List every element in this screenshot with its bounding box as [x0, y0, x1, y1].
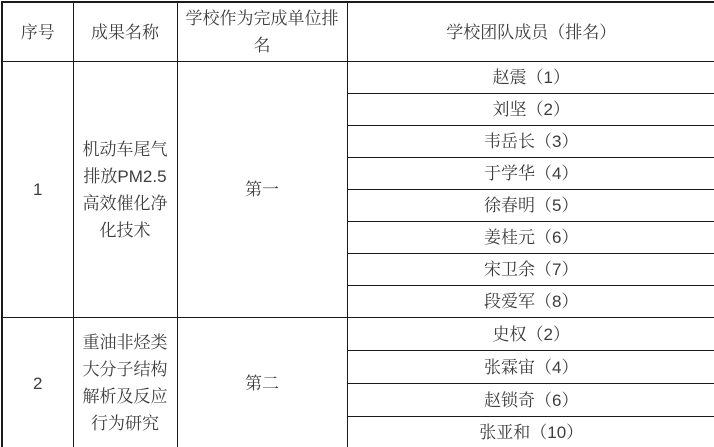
team-member-cell: 段爱军（8）	[347, 286, 714, 318]
index-cell: 1	[2, 62, 73, 318]
school-rank-cell: 第一	[177, 62, 347, 318]
table-header-row	[2, 2, 714, 62]
team-member-cell: 于学华（4）	[347, 158, 714, 190]
team-member-cell: 赵震（1）	[347, 62, 714, 94]
achievements-table	[1, 1, 714, 447]
achievement-name-cell: 机动车尾气排放PM2.5高效催化净化技术	[73, 62, 177, 318]
header-cell-achievement-name: 成果名称	[73, 2, 177, 62]
table-row	[2, 318, 714, 351]
team-member-cell: 史权（2）	[347, 318, 714, 351]
team-member-cell: 宋卫余（7）	[347, 254, 714, 286]
team-member-cell: 刘坚（2）	[347, 94, 714, 126]
team-member-cell: 赵锁奇（6）	[347, 384, 714, 417]
index-cell: 2	[2, 318, 73, 447]
team-member-cell: 姜桂元（6）	[347, 222, 714, 254]
header-cell-team-members: 学校团队成员（排名）	[347, 2, 714, 62]
header-cell-school-rank: 学校作为完成单位排名	[177, 2, 347, 62]
header-cell-index: 序号	[2, 2, 73, 62]
school-rank-cell: 第二	[177, 318, 347, 447]
team-member-cell: 徐春明（5）	[347, 190, 714, 222]
achievement-name-cell: 重油非烃类大分子结构解析及反应行为研究	[73, 318, 177, 447]
table-body	[2, 62, 714, 447]
team-member-cell: 张霖宙（4）	[347, 351, 714, 384]
team-member-cell: 张亚和（10）	[347, 417, 714, 447]
table-row	[2, 62, 714, 94]
team-member-cell: 韦岳长（3）	[347, 126, 714, 158]
